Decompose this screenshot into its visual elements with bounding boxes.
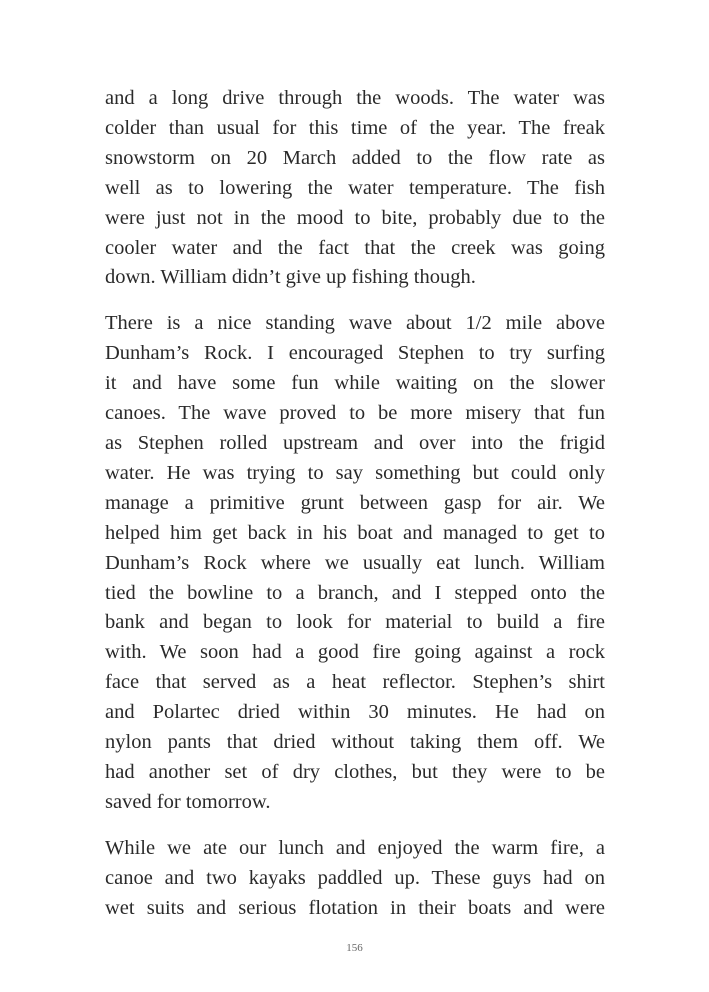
text-line: tied the bowline to a branch, and I stepped onto the [105, 581, 605, 604]
text-line: Dunham’s Rock where we usually eat lunch. William [105, 551, 605, 574]
text-line: as Stephen rolled upstream and over into the frigid [105, 431, 605, 454]
text-line: canoes. The wave proved to be more misery that fun [105, 402, 605, 425]
text-line: had another set of dry clothes, but they were to be [105, 760, 605, 783]
body-text [105, 84, 605, 939]
text-line: down. William didn’t give up fishing though. [105, 266, 476, 289]
paragraph-1 [105, 84, 605, 293]
text-line: manage a primitive grunt between gasp for air. We [105, 491, 605, 514]
text-line: face that served as a heat reflector. Stephen’s shirt [105, 671, 605, 694]
text-line: with. We soon had a good fire going against a rock [105, 641, 605, 664]
text-line: snowstorm on 20 March added to the flow rate as [105, 146, 605, 169]
paragraph-3 [105, 834, 605, 924]
text-line: water. He was trying to say something but could only [105, 461, 605, 484]
text-line: well as to lowering the water temperature. The fish [105, 176, 605, 199]
text-line: wet suits and serious flotation in their boats and were [105, 896, 605, 919]
text-line: cooler water and the fact that the creek was going [105, 236, 605, 259]
text-line: Dunham’s Rock. I encouraged Stephen to try surfing [105, 342, 605, 365]
text-line: and Polartec dried within 30 minutes. He had on [105, 701, 605, 724]
text-line: While we ate our lunch and enjoyed the warm fire, a [105, 836, 605, 859]
paragraph-2 [105, 309, 605, 817]
text-line: bank and began to look for material to build a fire [105, 611, 605, 634]
text-line: There is a nice standing wave about 1/2 mile above [105, 312, 605, 335]
text-line: and a long drive through the woods. The water was [105, 87, 605, 109]
text-line: nylon pants that dried without taking them off. We [105, 731, 605, 754]
text-line: were just not in the mood to bite, probably due to the [105, 206, 605, 229]
page-number: 156 [346, 942, 363, 954]
text-line: helped him get back in his boat and managed to get to [105, 521, 605, 544]
text-line: colder than usual for this time of the year. The freak [105, 116, 605, 139]
text-line: saved for tomorrow. [105, 790, 271, 813]
text-line: canoe and two kayaks paddled up. These guys had on [105, 866, 605, 889]
text-line: it and have some fun while waiting on the slower [105, 372, 605, 395]
